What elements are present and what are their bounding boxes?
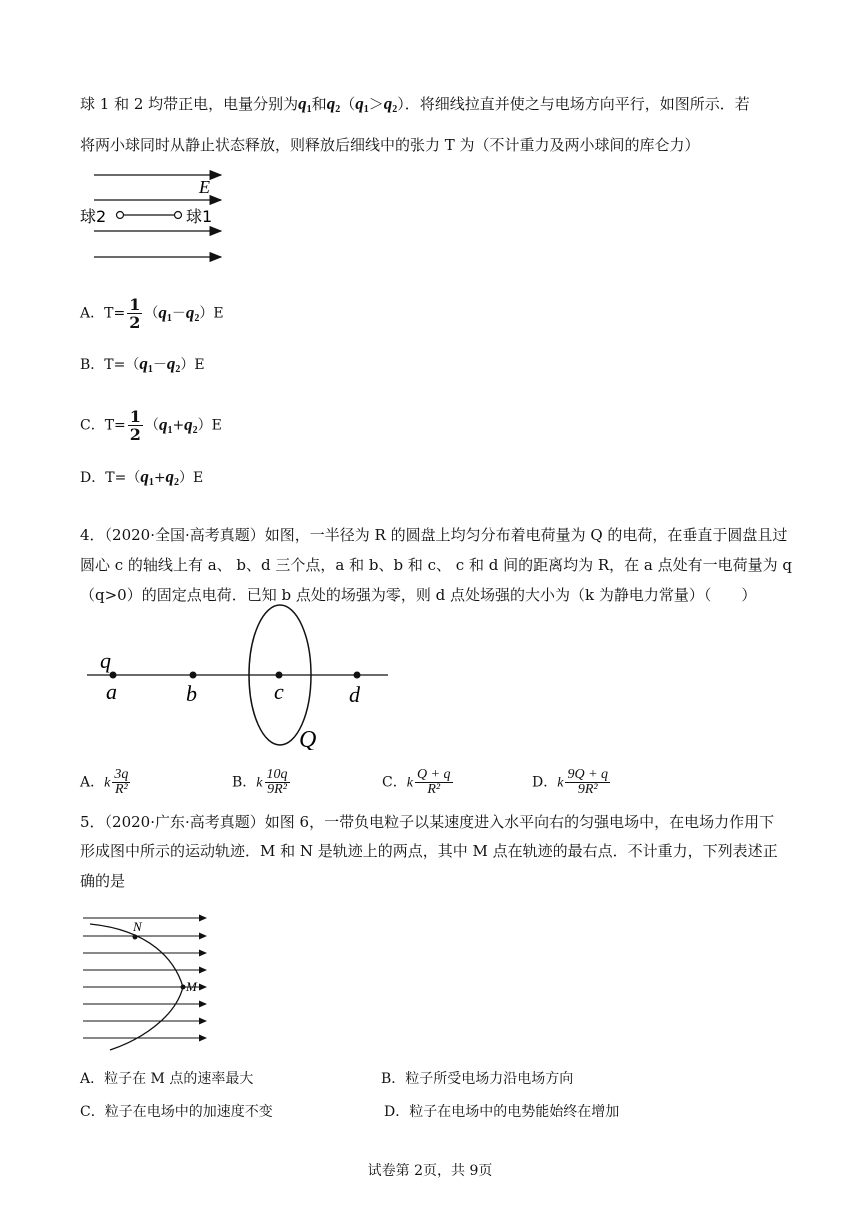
cond-gt: ＞	[368, 95, 384, 113]
label-b: b	[186, 681, 197, 706]
q2-symbol: $q_2$	[326, 94, 341, 115]
paren-close: ）E	[199, 305, 224, 322]
q2-symbol: $q_2$	[185, 302, 200, 324]
q5-option-b[interactable]: B．粒子所受电场力沿电场方向	[381, 1071, 574, 1087]
cond-q1: $q_1$	[355, 94, 369, 115]
k-symbol: k	[406, 775, 413, 791]
q1-symbol: $q_1$	[139, 354, 153, 375]
fraction-half: $\frac{1}{2}$	[129, 407, 141, 444]
q3-stem-line2: 将两小球同时从静止状态释放，则释放后细线中的张力 T 为（不计重力及两小球间的库仑力）	[80, 136, 700, 154]
option-fraction: $\frac{3q}{\text{R²}}$	[114, 767, 129, 797]
k-symbol: k	[557, 775, 564, 791]
ball2-dot	[117, 212, 124, 219]
option-prefix: T=	[104, 357, 126, 373]
label-d: d	[349, 682, 360, 707]
q4-stem-line1: 4．（2020·全国·高考真题）如图，一半径为 R 的圆盘上均匀分布着电荷量为 Q 的电荷，在垂直于圆盘且过	[80, 526, 788, 544]
q4-disk-figure	[85, 600, 395, 750]
q5-option-a[interactable]: A．粒子在 M 点的速率最大	[80, 1071, 254, 1087]
label-Q: Q	[299, 727, 317, 750]
option-letter: C．	[382, 774, 407, 791]
option-fraction: $\frac{10q}{\text{9R²}}$	[266, 767, 288, 797]
point-N	[133, 935, 138, 940]
q3-option-b[interactable]	[80, 354, 205, 380]
paren-open: （	[125, 357, 140, 373]
label-c: c	[274, 679, 284, 704]
paren-close: ）E	[179, 470, 204, 486]
q1-symbol: $q_1$	[140, 467, 154, 488]
option-letter: D．	[80, 470, 106, 486]
cond-q2: $q_2$	[383, 94, 398, 115]
q4-option-b[interactable]	[232, 768, 292, 797]
label-M: M	[186, 979, 197, 994]
q1-symbol: $q_1$	[158, 302, 172, 324]
paren-open: （	[144, 417, 159, 434]
q3-field-figure	[78, 165, 238, 265]
q3-option-a[interactable]	[80, 296, 224, 331]
option-letter: B．	[232, 774, 257, 791]
point-b	[190, 672, 197, 679]
option-prefix: T=	[104, 305, 126, 322]
label-a: a	[106, 679, 117, 704]
k-symbol: k	[104, 775, 111, 791]
q3-stem-text: 球 1 和 2 均带正电，电量分别为	[80, 95, 299, 113]
q3-option-c[interactable]	[80, 408, 222, 443]
option-fraction: $\frac{9Q + q}{\text{9R²}}$	[567, 767, 609, 797]
k-symbol: k	[256, 775, 263, 791]
option-fraction: $\frac{Q + q}{\text{R²}}$	[416, 767, 451, 797]
point-d	[354, 672, 361, 679]
page-footer: 试卷第 2页，共 9页	[367, 1163, 493, 1179]
q4-stem-line3: （q>0）的固定点电荷．已知 b 点处的场强为零，则 d 点处场强的大小为（k 为静电力常量）（ ）	[80, 586, 757, 604]
and-text: 和	[311, 95, 327, 113]
q3-option-d[interactable]	[80, 467, 203, 493]
q2-symbol: $q_2$	[165, 467, 180, 488]
point-c	[276, 672, 283, 679]
operator: －	[171, 305, 186, 322]
option-letter: B．	[80, 357, 105, 373]
cond-close: ）．将细线拉直并使之与电场方向平行，如图所示．若	[397, 95, 750, 113]
q5-option-d[interactable]: D．粒子在电场中的电势能始终在增加	[384, 1104, 620, 1120]
q2-symbol: $q_2$	[166, 354, 181, 375]
q5-stem-line1: 5．（2020·广东·高考真题）如图 6，一带负电粒子以某速度进入水平向右的匀强电场中，在电场力作用下	[80, 813, 775, 831]
q5-field-lines	[83, 918, 206, 1038]
paren-open: （	[144, 305, 159, 322]
ball2-label: 球2	[80, 207, 107, 226]
paren-open: （	[126, 470, 141, 486]
label-N: N	[133, 919, 142, 934]
operator: +	[172, 417, 185, 434]
q4-stem-line2: 圆心 c 的轴线上有 a、 b、d 三个点，a 和 b、b 和 c、 c 和 d 间的距离均为 R，在 a 点处有一电荷量为 q	[80, 556, 792, 574]
q5-stem-line3: 确的是	[80, 872, 126, 890]
paren-close: ）E	[180, 357, 205, 373]
q1-symbol: $q_1$	[158, 414, 173, 436]
q4-option-d[interactable]	[532, 768, 612, 797]
point-M	[181, 985, 186, 990]
option-prefix: T=	[104, 417, 126, 434]
cond-open: （	[340, 95, 356, 113]
fraction-half: $\frac{1}{2}$	[129, 295, 141, 332]
ball1-label: 球1	[186, 207, 213, 226]
q5-trajectory-figure	[80, 910, 215, 1055]
q2-symbol: $q_2$	[184, 414, 198, 436]
option-letter: C．	[80, 417, 105, 434]
q1-symbol: $q_1$	[298, 94, 312, 115]
operator: +	[153, 470, 166, 486]
option-letter: A．	[80, 774, 105, 791]
field-label-E: E	[199, 177, 210, 197]
q3-stem-line1	[80, 93, 750, 121]
q5-stem-line2: 形成图中所示的运动轨迹．M 和 N 是轨迹上的两点，其中 M 点在轨迹的最右点．不计重力，下列表述正	[80, 842, 778, 860]
option-prefix: T=	[105, 470, 127, 486]
label-q: q	[100, 648, 111, 673]
option-letter: D．	[532, 774, 558, 791]
operator: －	[152, 357, 167, 373]
option-letter: A．	[80, 305, 105, 322]
ball1-dot	[175, 212, 182, 219]
q5-option-c[interactable]: C．粒子在电场中的加速度不变	[80, 1104, 273, 1120]
q4-option-a[interactable]	[80, 768, 132, 797]
paren-close: ）E	[197, 417, 222, 434]
q4-option-c[interactable]	[382, 768, 455, 797]
